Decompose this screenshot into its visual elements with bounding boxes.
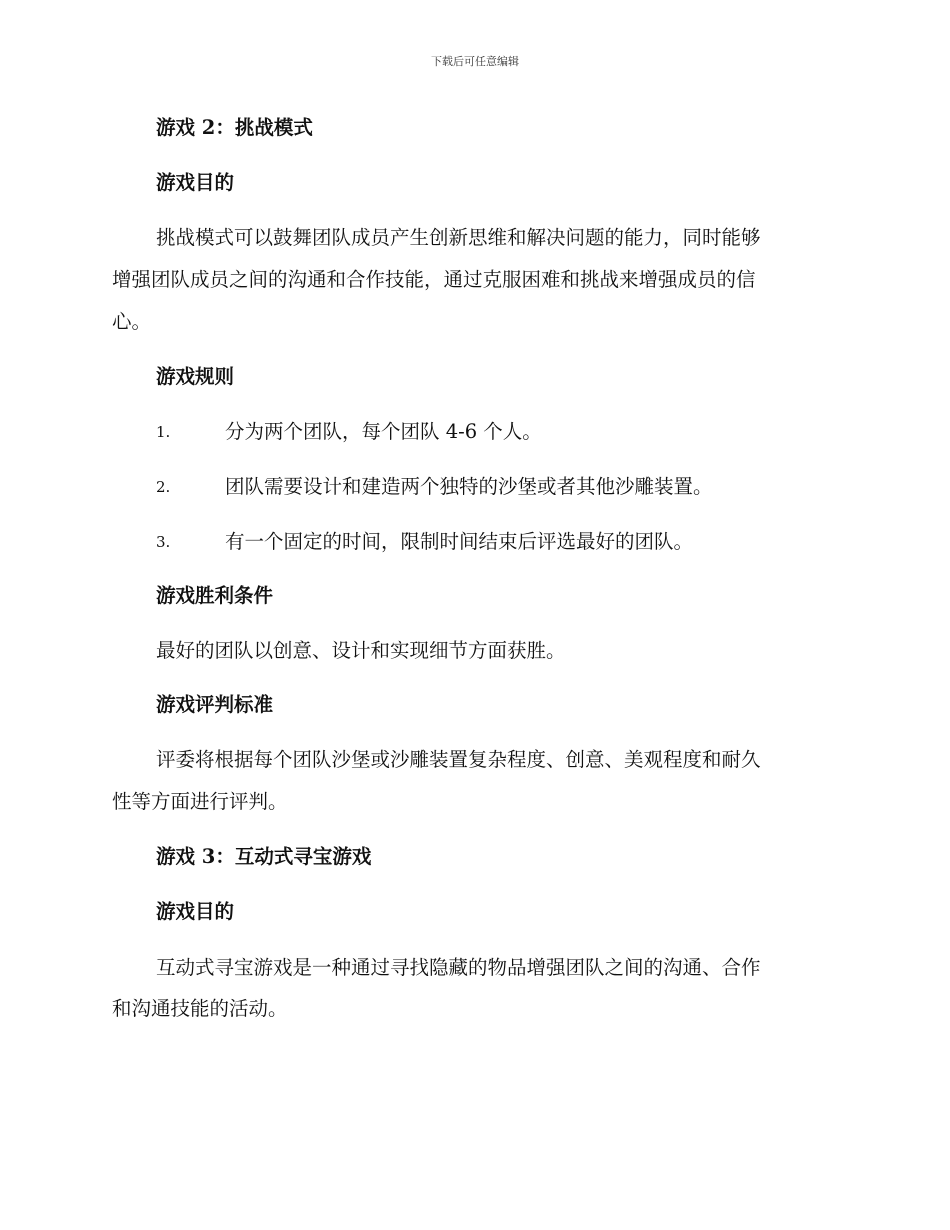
game3-purpose-line-1: 互动式寻宝游戏是一种通过寻找隐藏的物品增强团队之间的沟通、合作 — [156, 956, 761, 979]
page-header: 下载后可任意编辑 — [431, 55, 519, 68]
game2-win-text: 最好的团队以创意、设计和实现细节方面获胜。 — [156, 639, 566, 662]
game3-title: 游戏 3：互动式寻宝游戏 — [156, 845, 372, 868]
game2-judge-line-1: 评委将根据每个团队沙堡或沙雕装置复杂程度、创意、美观程度和耐久 — [156, 748, 761, 771]
game2-judge-line-2: 性等方面进行评判。 — [112, 790, 288, 813]
game2-purpose-line-3: 心。 — [112, 310, 152, 333]
game3-purpose-heading: 游戏目的 — [156, 900, 235, 923]
rule-number-2: 2. — [156, 478, 171, 496]
game2-judge-heading: 游戏评判标准 — [156, 693, 274, 716]
game2-purpose-heading: 游戏目的 — [156, 171, 235, 194]
rule-number-3: 3. — [156, 533, 171, 551]
game2-purpose-line-1: 挑战模式可以鼓舞团队成员产生创新思维和解决问题的能力，同时能够 — [156, 226, 761, 249]
game2-rules-heading: 游戏规则 — [156, 365, 235, 388]
rule-text-2: 团队需要设计和建造两个独特的沙堡或者其他沙雕装置。 — [225, 475, 713, 498]
game2-purpose-line-2: 增强团队成员之间的沟通和合作技能，通过克服困难和挑战来增强成员的信 — [112, 268, 756, 291]
game2-win-heading: 游戏胜利条件 — [156, 584, 274, 607]
rule-text-3: 有一个固定的时间，限制时间结束后评选最好的团队。 — [225, 530, 694, 553]
game3-purpose-line-2: 和沟通技能的活动。 — [112, 997, 288, 1020]
rule-number-1: 1. — [156, 423, 171, 441]
game2-title: 游戏 2：挑战模式 — [156, 116, 313, 139]
rule-text-1: 分为两个团队，每个团队 4-6 个人。 — [225, 420, 542, 443]
